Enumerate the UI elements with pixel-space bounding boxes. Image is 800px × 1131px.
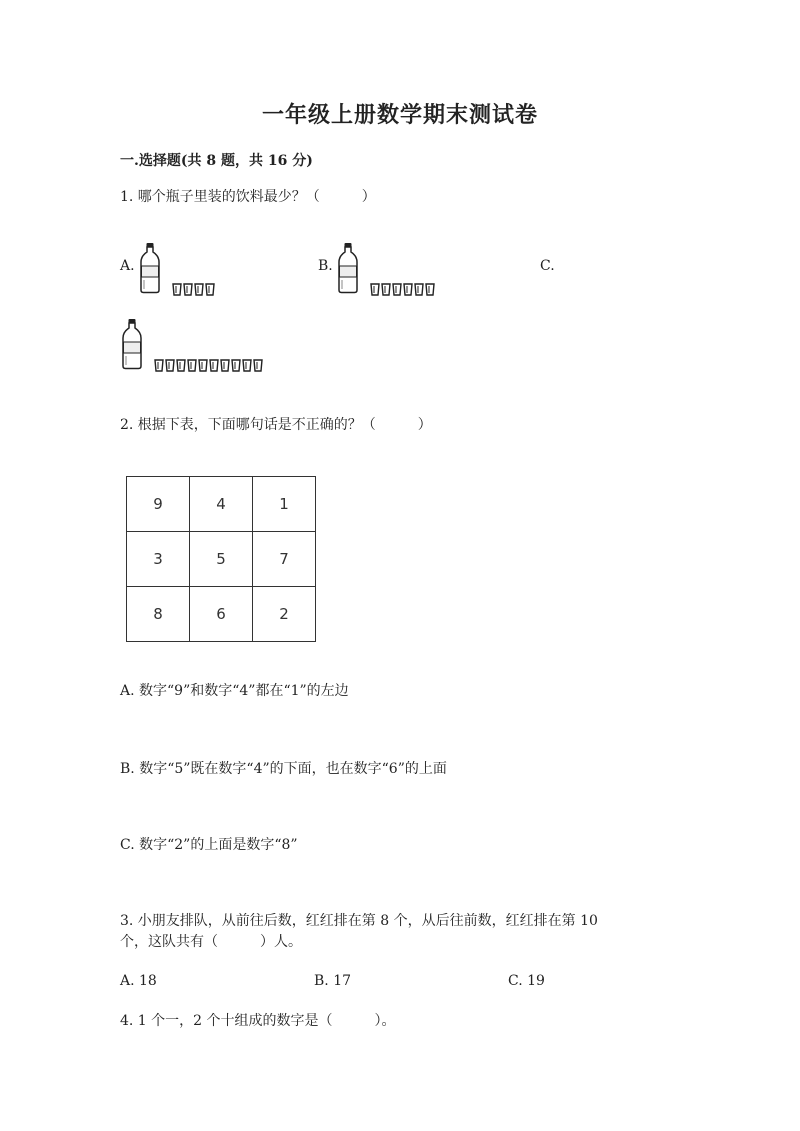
question-1: 1. 哪个瓶子里装的饮料最少？（ ）	[120, 189, 376, 205]
page-title: 一年级上册数学期末测试卷	[261, 102, 538, 128]
cup-icon	[231, 359, 241, 372]
cup-icon	[176, 359, 186, 372]
grid-cell: 4	[190, 477, 253, 532]
cup-icon	[154, 359, 164, 372]
grid-cell: 8	[127, 587, 190, 642]
cup-icon	[253, 359, 263, 372]
cup-icon	[172, 283, 182, 296]
grid-cell: 2	[253, 587, 316, 642]
cup-icon	[403, 283, 413, 296]
cup-icon	[220, 359, 230, 372]
cup-icon	[392, 283, 402, 296]
grid-cell: 1	[253, 477, 316, 532]
section-heading: 一.选择题(共 8 题，共 16 分)	[120, 153, 313, 169]
q1-option-b-image	[336, 242, 435, 298]
q1-option-a-label: A.	[120, 258, 135, 274]
q3-option-c: C. 19	[508, 973, 545, 989]
q1-option-c-label: C.	[540, 258, 555, 274]
grid-cell: 7	[253, 532, 316, 587]
cup-group	[154, 359, 263, 372]
cup-icon	[370, 283, 380, 296]
cup-icon	[242, 359, 252, 372]
question-3-line-2: 个，这队共有（ ）人。	[120, 934, 302, 950]
bottle-icon	[138, 242, 162, 298]
cup-icon	[425, 283, 435, 296]
cup-icon	[194, 283, 204, 296]
cup-icon	[209, 359, 219, 372]
q2-option-c: C. 数字“2”的上面是数字“8”	[120, 837, 298, 853]
q3-option-a: A. 18	[120, 973, 157, 989]
grid-row	[127, 477, 316, 532]
cup-icon	[183, 283, 193, 296]
grid-row	[127, 532, 316, 587]
question-4: 4. 1 个一，2 个十组成的数字是（ ）。	[120, 1013, 396, 1029]
q1-option-a-image	[138, 242, 215, 298]
grid-row	[127, 587, 316, 642]
grid-cell: 5	[190, 532, 253, 587]
cup-icon	[165, 359, 175, 372]
bottle-icon	[120, 318, 144, 374]
q3-option-b: B. 17	[314, 973, 352, 989]
question-2: 2. 根据下表，下面哪句话是不正确的？（ ）	[120, 417, 432, 433]
cup-icon	[187, 359, 197, 372]
q2-option-b: B. 数字“5”既在数字“4”的下面，也在数字“6”的上面	[120, 761, 447, 777]
bottle-icon	[336, 242, 360, 298]
grid-cell: 6	[190, 587, 253, 642]
cup-group	[172, 283, 215, 296]
cup-icon	[414, 283, 424, 296]
cup-icon	[381, 283, 391, 296]
q1-option-c-image	[120, 318, 263, 374]
number-grid	[126, 476, 316, 642]
q2-option-a: A. 数字“9”和数字“4”都在“1”的左边	[120, 683, 349, 699]
question-3-line-1: 3. 小朋友排队，从前往后数，红红排在第 8 个，从后往前数，红红排在第 10	[120, 913, 598, 929]
grid-cell: 9	[127, 477, 190, 532]
cup-icon	[205, 283, 215, 296]
grid-cell: 3	[127, 532, 190, 587]
q1-option-b-label: B.	[318, 258, 333, 274]
cup-icon	[198, 359, 208, 372]
cup-group	[370, 283, 435, 296]
